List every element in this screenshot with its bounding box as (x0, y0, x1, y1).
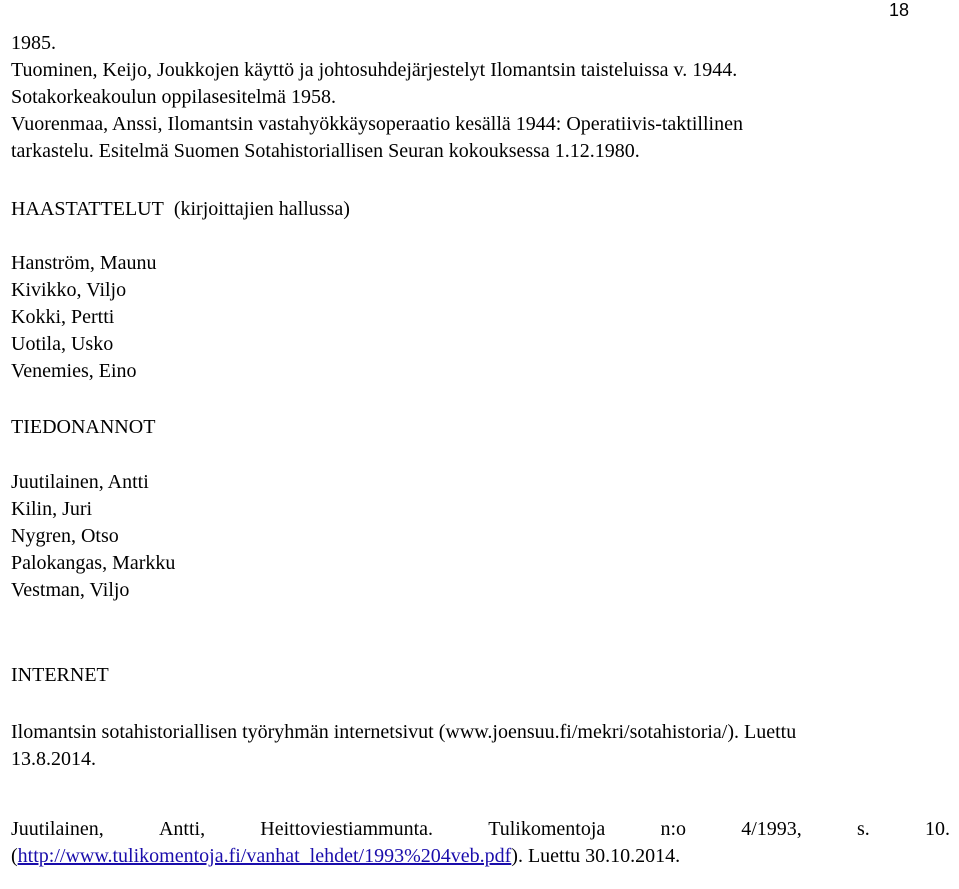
internet-entry-text: 13.8.2014. (11, 748, 96, 770)
entry-word: Heittoviestiammunta. (260, 818, 434, 840)
interviews-heading-row (11, 196, 951, 223)
notice-source: Juutilainen, Antti (11, 471, 149, 493)
interviewee: Kokki, Pertti (11, 306, 115, 328)
reference-list (11, 30, 951, 165)
internet-section (11, 662, 951, 689)
notice-source: Vestman, Viljo (11, 579, 130, 601)
entry-word: n:o (660, 818, 687, 840)
open-paren: ( (11, 845, 18, 867)
notices-list (11, 469, 951, 604)
internet-entry-text: Ilomantsin sotahistoriallisen työryhmän internetsivut (www.joensuu.fi/mekri/sotahistoria/). Luettu (11, 721, 797, 743)
tulikomentoja-link[interactable]: http://www.tulikomentoja.fi/vanhat_lehdet/1993%204veb.pdf (17, 845, 512, 867)
reference-line: Vuorenmaa, Anssi, Ilomantsin vastahyökkäysoperaatio kesällä 1944: Operatiivis-taktillinen (11, 113, 743, 135)
interviews-note: (kirjoittajien hallussa) (173, 198, 350, 220)
notices-section (11, 414, 951, 441)
notice-source: Palokangas, Markku (11, 552, 176, 574)
notice-source: Nygren, Otso (11, 525, 119, 547)
reference-line: tarkastelu. Esitelmä Suomen Sotahistoriallisen Seuran kokouksessa 1.12.1980. (11, 140, 640, 162)
interviews-section (11, 196, 951, 223)
notices-heading: TIEDONANNOT (11, 416, 156, 438)
internet-entry-1 (11, 719, 951, 773)
interviewee: Kivikko, Viljo (11, 279, 127, 301)
entry-word: 4/1993, (741, 818, 802, 840)
reference-line: 1985. (11, 32, 56, 54)
interviewee: Venemies, Eino (11, 360, 137, 382)
interviews-heading: HAASTATTELUT (11, 198, 164, 220)
entry-word: Juutilainen, (11, 818, 104, 840)
reference-line: Sotakorkeakoulun oppilasesitelmä 1958. (11, 86, 336, 108)
interviewee: Uotila, Usko (11, 333, 114, 355)
interviewee: Hanström, Maunu (11, 252, 157, 274)
internet-entry-justified-line (11, 816, 950, 843)
entry-word: Tulikomentoja (488, 818, 606, 840)
page-number: 18 (889, 0, 910, 20)
reference-line: Tuominen, Keijo, Joukkojen käyttö ja johtosuhdejärjestelyt Ilomantsin taisteluissa v. 1944. (11, 59, 738, 81)
entry-word: s. (856, 818, 870, 840)
entry-word: Antti, (158, 818, 206, 840)
internet-entry-link-line (11, 843, 951, 870)
link-tail: ). Luettu 30.10.2014. (511, 845, 681, 867)
interviews-list (11, 250, 951, 385)
internet-entry-2 (11, 816, 951, 870)
internet-heading: INTERNET (11, 664, 109, 686)
notice-source: Kilin, Juri (11, 498, 93, 520)
entry-word: 10. (924, 818, 950, 840)
